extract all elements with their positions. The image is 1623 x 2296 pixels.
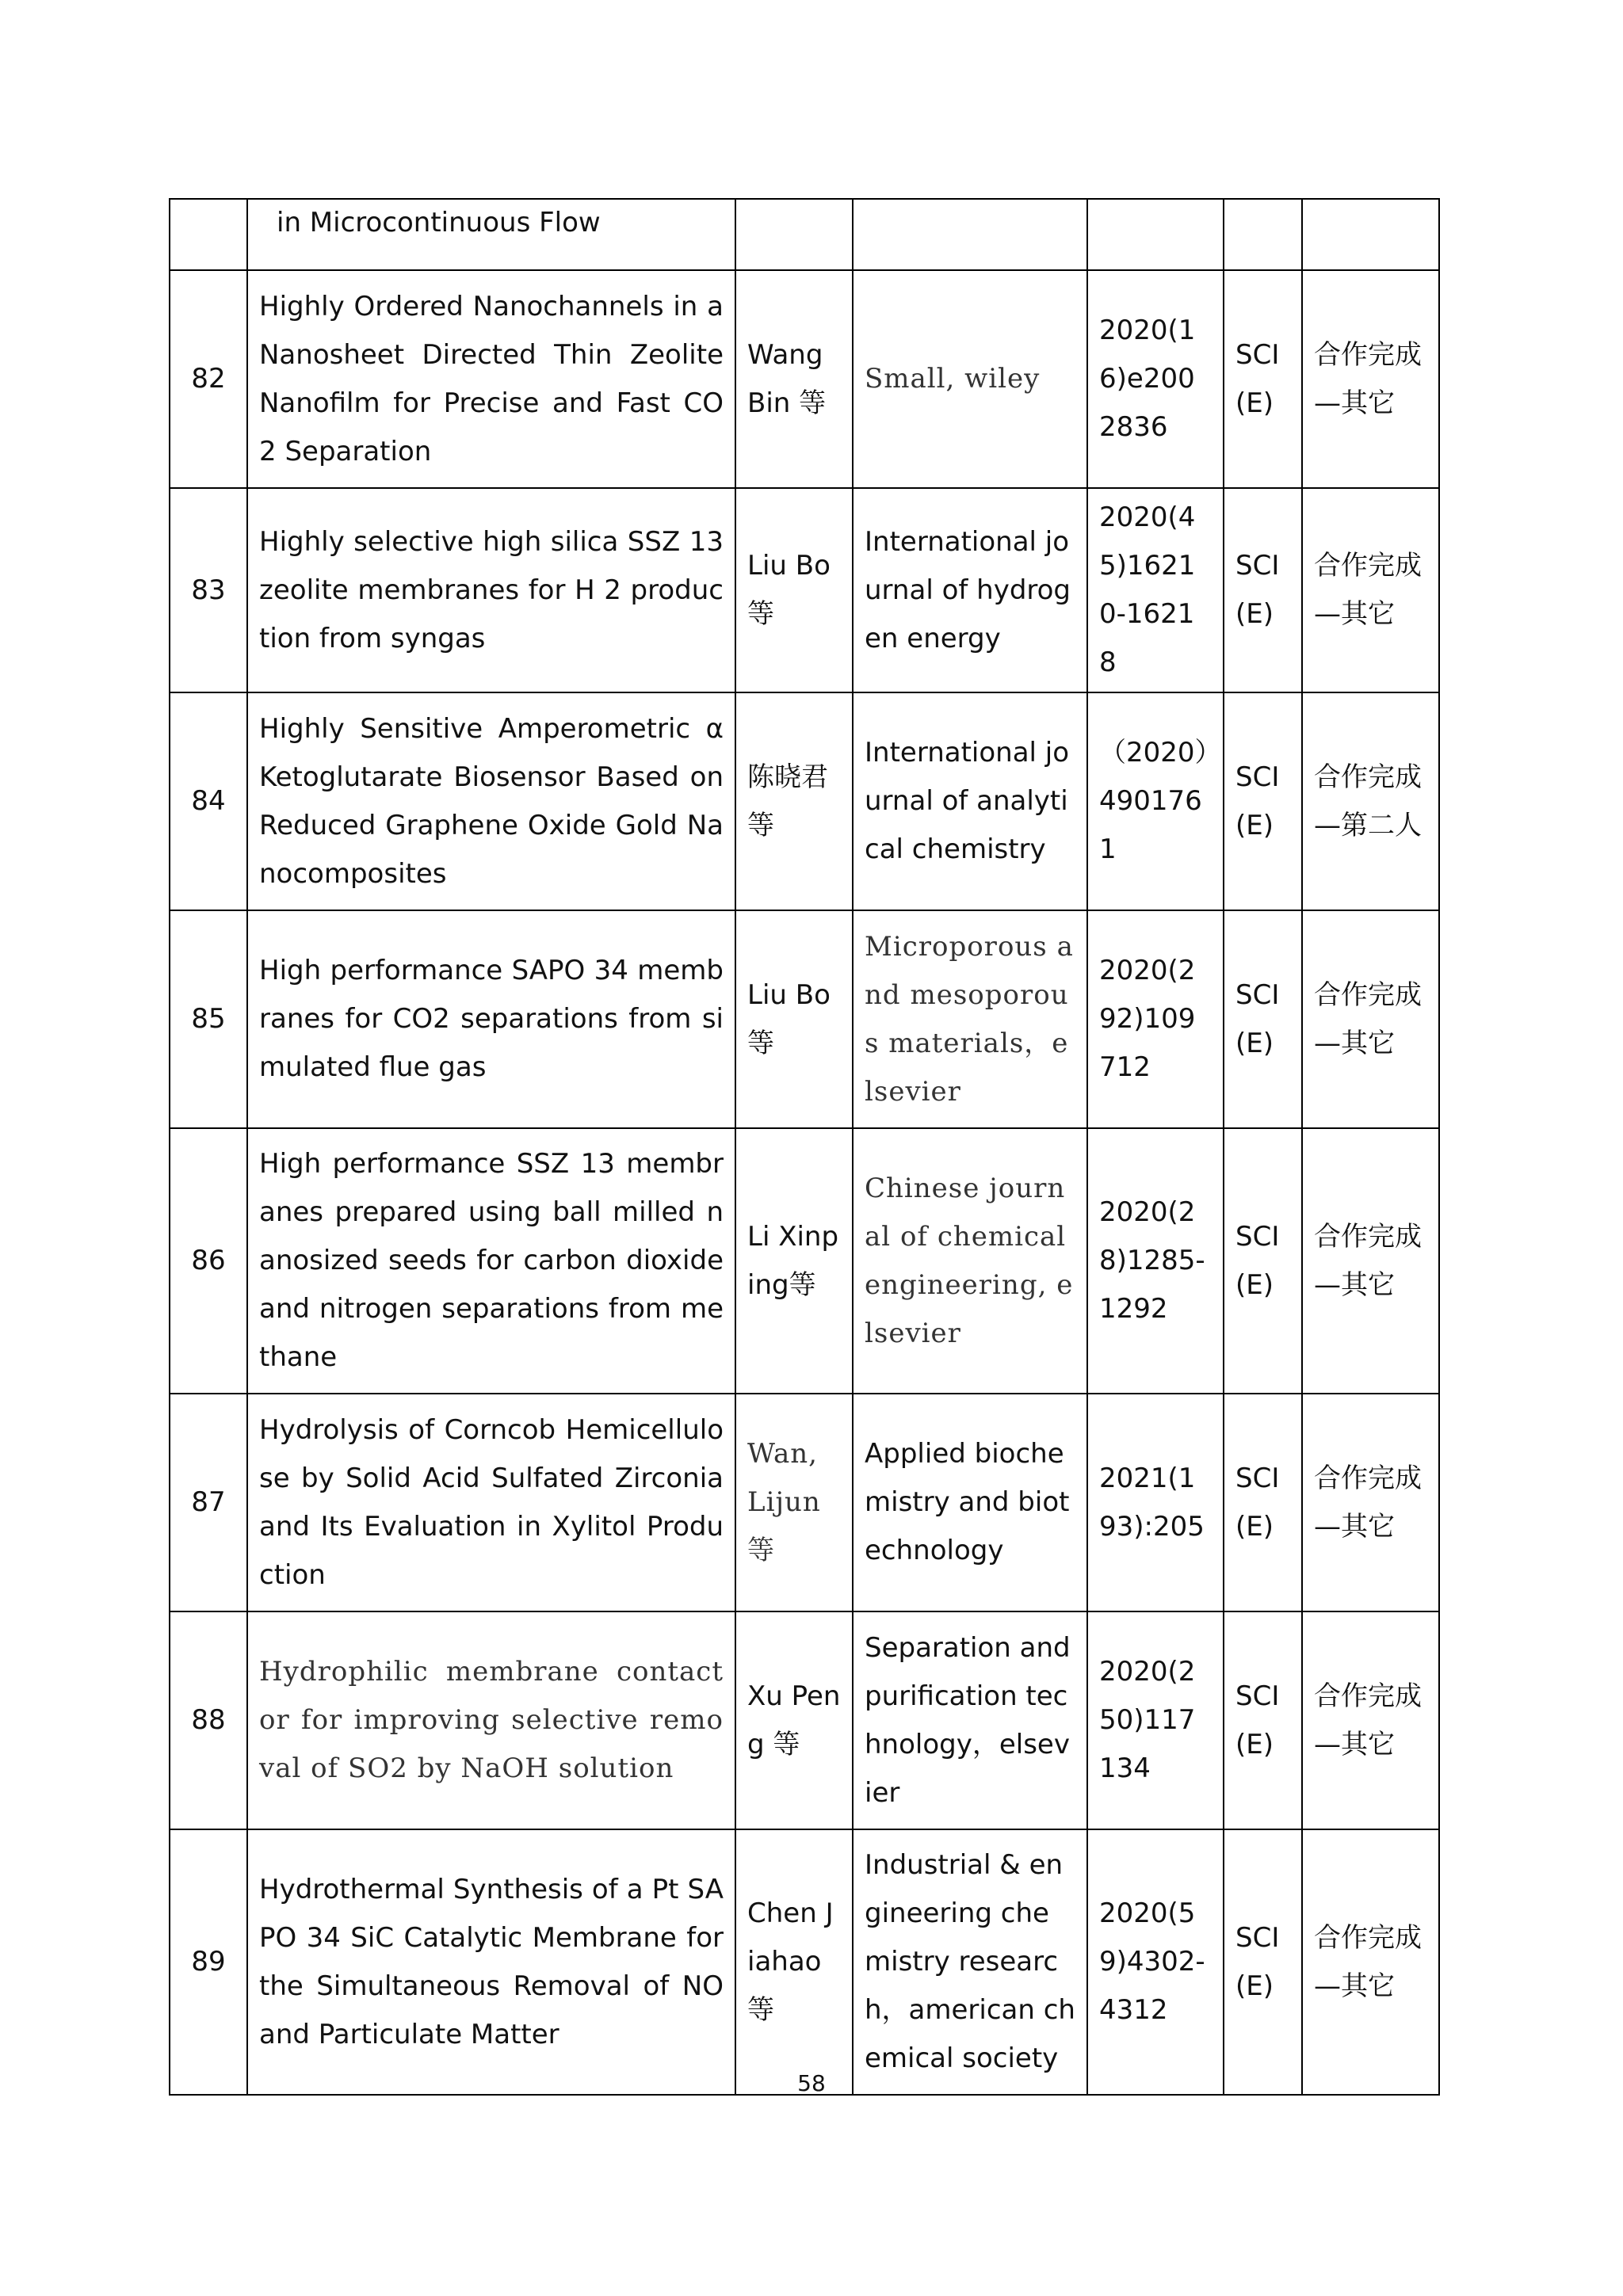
paper-title: Hydrothermal Synthesis of a Pt SAPO 34 SiC Catalytic Membrane for the Simultaneous Removal of NO and Particulate Matter: [247, 1829, 735, 2095]
index-cell: SCI (E): [1224, 910, 1302, 1128]
volume-cell: 2020(250)117134: [1087, 1611, 1224, 1829]
author-cell: Wan, Lijun 等: [735, 1394, 853, 1611]
table-row: [170, 910, 1439, 1128]
journal-cell: Separation and purification technology，elsevier: [853, 1611, 1087, 1829]
row-number: 88: [170, 1611, 247, 1829]
row-number: 85: [170, 910, 247, 1128]
author-cell: Li Xinping等: [735, 1128, 853, 1394]
table-row: [170, 1611, 1439, 1829]
completion-type-cell: 合作完成—第二人: [1302, 692, 1439, 910]
row-number: 84: [170, 692, 247, 910]
table-row: [170, 1128, 1439, 1394]
paper-title: Highly Ordered Nanochannels in a Nanosheet Directed Thin Zeolite Nanofilm for Precise and Fast CO 2 Separation: [247, 270, 735, 488]
completion-type-cell: 合作完成—其它: [1302, 1611, 1439, 1829]
author-cell: Xu Peng 等: [735, 1611, 853, 1829]
author-cell: 陈晓君等: [735, 692, 853, 910]
index-cell: SCI (E): [1224, 270, 1302, 488]
volume-cell: 2021(193):205: [1087, 1394, 1224, 1611]
table-row: [170, 488, 1439, 692]
paper-title: Highly selective high silica SSZ 13 zeolite membranes for H 2 production from syngas: [247, 488, 735, 692]
volume-cell: 2020(59)4302-4312: [1087, 1829, 1224, 2095]
index-cell: SCI (E): [1224, 488, 1302, 692]
volume-cell: 2020(16)e2002836: [1087, 270, 1224, 488]
paper-title: Hydrophilic membrane contactor for improving selective removal of SO2 by NaOH solution: [247, 1611, 735, 1829]
row-number: 82: [170, 270, 247, 488]
journal-cell: International journal of hydrogen energy: [853, 488, 1087, 692]
paper-title: Highly Sensitive Amperometric α Ketoglutarate Biosensor Based on Reduced Graphene Oxide Gold Nanocomposites: [247, 692, 735, 910]
author-cell: Liu Bo 等: [735, 488, 853, 692]
paper-title: High performance SAPO 34 membranes for CO2 separations from simulated flue gas: [247, 910, 735, 1128]
index-cell: SCI (E): [1224, 1394, 1302, 1611]
row-number: 89: [170, 1829, 247, 2095]
journal-cell: Chinese journal of chemical engineering, elsevier: [853, 1128, 1087, 1394]
author-cell: Chen Jiahao 等: [735, 1829, 853, 2095]
volume-cell: 2020(292)109712: [1087, 910, 1224, 1128]
volume-cell: [1087, 199, 1224, 270]
table-row: [170, 692, 1439, 910]
volume-cell: （2020）4901761: [1087, 692, 1224, 910]
table-row: [170, 1394, 1439, 1611]
table-row: [170, 199, 1439, 270]
journal-cell: Applied biochemistry and biotechnology: [853, 1394, 1087, 1611]
index-cell: SCI (E): [1224, 1829, 1302, 2095]
completion-type-cell: [1302, 199, 1439, 270]
row-number: [170, 199, 247, 270]
index-cell: SCI (E): [1224, 1611, 1302, 1829]
paper-title: Hydrolysis of Corncob Hemicellulose by Solid Acid Sulfated Zirconia and Its Evaluation in Xylitol Production: [247, 1394, 735, 1611]
row-number: 87: [170, 1394, 247, 1611]
journal-cell: Industrial & engineering chemistry research，american chemical society: [853, 1829, 1087, 2095]
journal-cell: Small, wiley: [853, 270, 1087, 488]
journal-cell: International journal of analytical chemistry: [853, 692, 1087, 910]
index-cell: SCI (E): [1224, 1128, 1302, 1394]
author-cell: Wang Bin 等: [735, 270, 853, 488]
volume-cell: 2020(45)16210-16218: [1087, 488, 1224, 692]
completion-type-cell: 合作完成—其它: [1302, 910, 1439, 1128]
author-cell: Liu Bo 等: [735, 910, 853, 1128]
author-cell: [735, 199, 853, 270]
completion-type-cell: 合作完成—其它: [1302, 1128, 1439, 1394]
volume-cell: 2020(28)1285-1292: [1087, 1128, 1224, 1394]
index-cell: SCI (E): [1224, 692, 1302, 910]
publication-table: [169, 198, 1440, 2096]
journal-cell: [853, 199, 1087, 270]
completion-type-cell: 合作完成—其它: [1302, 270, 1439, 488]
index-cell: [1224, 199, 1302, 270]
paper-title: in Microcontinuous Flow: [247, 199, 735, 270]
table-row: [170, 1829, 1439, 2095]
table-row: [170, 270, 1439, 488]
completion-type-cell: 合作完成—其它: [1302, 1394, 1439, 1611]
paper-title: High performance SSZ 13 membranes prepared using ball milled nanosized seeds for carbon dioxide and nitrogen separations from methane: [247, 1128, 735, 1394]
page-number: 58: [797, 2070, 826, 2096]
row-number: 83: [170, 488, 247, 692]
completion-type-cell: 合作完成—其它: [1302, 488, 1439, 692]
row-number: 86: [170, 1128, 247, 1394]
completion-type-cell: 合作完成—其它: [1302, 1829, 1439, 2095]
journal-cell: Microporous and mesoporous materials，elsevier: [853, 910, 1087, 1128]
